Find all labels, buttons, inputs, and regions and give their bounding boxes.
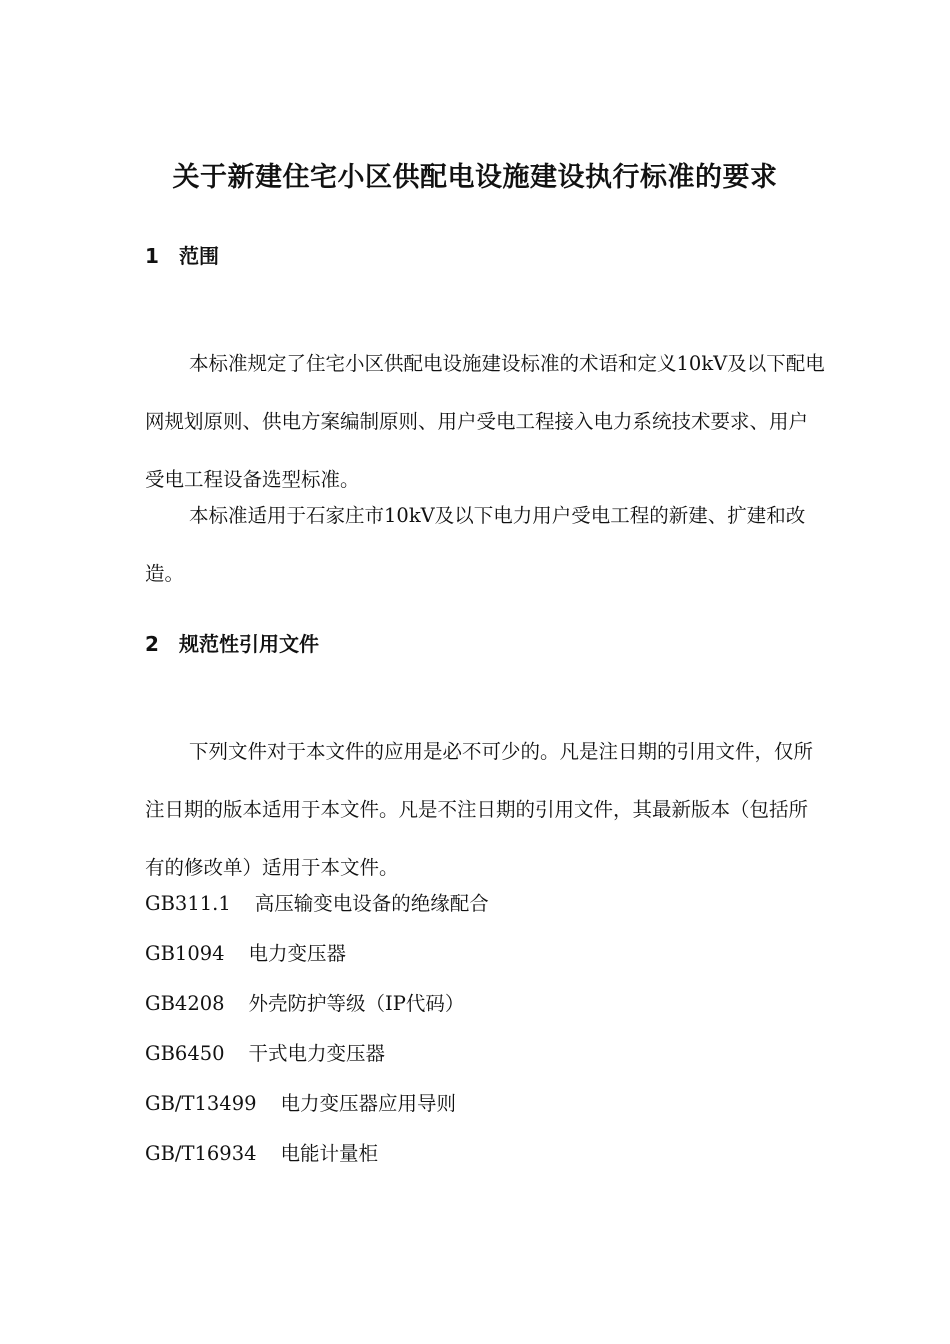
section-title: 范围: [179, 244, 219, 268]
document-title: 关于新建住宅小区供配电设施建设执行标准的要求: [172, 162, 778, 193]
reference-code: GB4208: [145, 992, 225, 1015]
reference-code: GB1094: [145, 942, 225, 965]
reference-item: [145, 888, 489, 916]
reference-item: [145, 1138, 378, 1166]
section-heading-scope: [145, 240, 219, 269]
section-number: 2: [145, 632, 159, 656]
reference-title: 电力变压器: [248, 942, 347, 965]
reference-code: GB/T16934: [145, 1142, 257, 1165]
reference-title: 外壳防护等级（IP代码）: [248, 992, 465, 1015]
reference-title: 干式电力变压器: [248, 1042, 386, 1065]
section-number: 1: [145, 244, 159, 268]
section-title: 规范性引用文件: [179, 632, 319, 656]
reference-code: GB6450: [145, 1042, 225, 1065]
reference-item: [145, 938, 346, 966]
reference-title: 电能计量柜: [280, 1142, 379, 1165]
reference-item: [145, 1088, 456, 1116]
reference-title: 电力变压器应用导则: [280, 1092, 457, 1115]
reference-item: [145, 1038, 385, 1066]
scope-paragraph-1: 本标准规定了住宅小区供配电设施建设标准的术语和定义10kV及以下配电网规划原则、供电方案编制原则、用户受电工程接入电力系统技术要求、用户受电工程设备选型标准。: [145, 352, 825, 491]
reference-title: 高压输变电设备的绝缘配合: [254, 892, 489, 915]
reference-code: GB311.1: [145, 892, 231, 915]
reference-item: [145, 988, 464, 1016]
references-intro-paragraph: 下列文件对于本文件的应用是必不可少的。凡是注日期的引用文件，仅所注日期的版本适用于本文件。凡是不注日期的引用文件，其最新版本（包括所有的修改单）适用于本文件。: [145, 740, 814, 879]
scope-paragraph-2: 本标准适用于石家庄市10kV及以下电力用户受电工程的新建、扩建和改造。: [145, 504, 806, 585]
section-heading-normative-references: [145, 628, 319, 657]
reference-code: GB/T13499: [145, 1092, 257, 1115]
